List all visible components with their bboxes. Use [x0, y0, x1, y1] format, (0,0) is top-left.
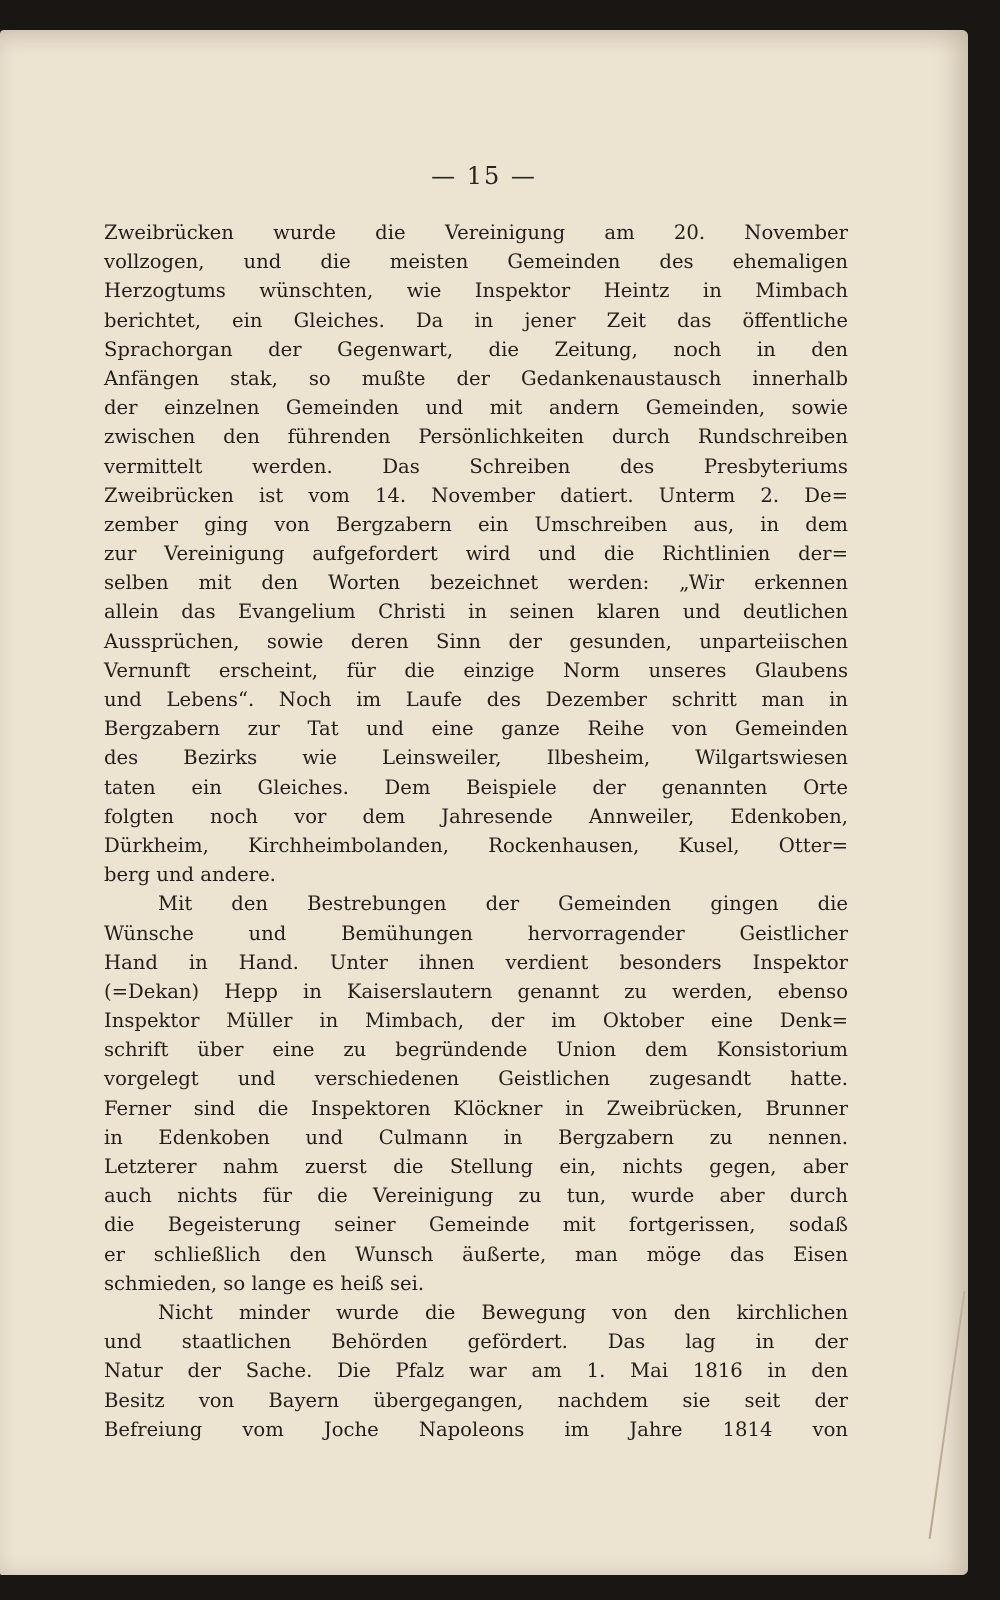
body-text — [104, 218, 848, 1444]
text-line: Inspektor Müller in Mimbach, der im Oktober eine Denk= — [104, 1009, 848, 1033]
text-line: Nicht minder wurde die Bewegung von den kirchlichen — [158, 1300, 848, 1324]
text-line: Mit den Bestrebungen der Gemeinden gingen die — [158, 892, 848, 916]
text-line: selben mit den Worten bezeichnet werden: „Wir erkennen — [104, 571, 848, 595]
text-line: die Begeisterung seiner Gemeinde mit fortgerissen, sodaß — [104, 1213, 848, 1237]
text-line: Wünsche und Bemühungen hervorragender Geistlicher — [104, 921, 848, 945]
text-line: vorgelegt und verschiedenen Geistlichen zugesandt hatte. — [104, 1067, 848, 1091]
text-line: (=Dekan) Hepp in Kaiserslautern genannt zu werden, ebenso — [104, 979, 848, 1003]
text-line: Letzterer nahm zuerst die Stellung ein, nichts gegen, aber — [104, 1155, 848, 1178]
text-line: in Edenkoben und Culmann in Bergzabern zu nennen. — [104, 1125, 848, 1149]
text-line: zwischen den führenden Persönlichkeiten durch Rundschreiben — [104, 425, 848, 449]
text-line: schmieden, so lange es heiß sei. — [104, 1271, 425, 1295]
text-line: Zweibrücken ist vom 14. November datiert. Unterm 2. De= — [104, 483, 848, 507]
text-line: Hand in Hand. Unter ihnen verdient besonders Inspektor — [104, 950, 848, 974]
text-line: Vernunft erscheint, für die einzige Norm unseres Glaubens — [104, 658, 848, 682]
text-line: Bergzabern zur Tat und eine ganze Reihe von Gemeinden — [104, 717, 848, 741]
text-line: Befreiung vom Joche Napoleons im Jahre 1814 von — [104, 1417, 848, 1441]
text-line: Anfängen stak, so mußte der Gedankenaustausch innerhalb — [104, 366, 848, 390]
text-line: Dürkheim, Kirchheimbolanden, Rockenhausen, Kusel, Otter= — [104, 833, 848, 857]
text-line: vollzogen, und die meisten Gemeinden des ehemaligen — [104, 250, 848, 274]
text-line: Sprachorgan der Gegenwart, die Zeitung, noch in den — [104, 337, 848, 361]
text-line: berg und andere. — [104, 863, 276, 887]
text-line: Ferner sind die Inspektoren Klöckner in Zweibrücken, Brunner — [104, 1096, 848, 1120]
page-number: — 15 — — [431, 162, 537, 190]
text-line: vermittelt werden. Das Schreiben des Presbyteriums — [104, 454, 848, 478]
page-crease — [929, 1291, 966, 1539]
text-line: und Lebens“. Noch im Laufe des Dezember schritt man in — [104, 688, 848, 711]
text-line: des Bezirks wie Leinsweiler, Ilbesheim, Wilgartswiesen — [104, 746, 848, 770]
text-line: der einzelnen Gemeinden und mit andern Gemeinden, sowie — [104, 396, 848, 420]
text-line: taten ein Gleiches. Dem Beispiele der genannten Orte — [104, 775, 848, 799]
text-line: er schließlich den Wunsch äußerte, man möge das Eisen — [104, 1242, 848, 1266]
book-page — [0, 30, 968, 1575]
text-line: folgten noch vor dem Jahresende Annweiler, Edenkoben, — [104, 804, 848, 828]
text-line: Herzogtums wünschten, wie Inspektor Heintz in Mimbach — [104, 279, 848, 303]
text-line: zur Vereinigung aufgefordert wird und die Richtlinien der= — [104, 542, 848, 566]
text-line: und staatlichen Behörden gefördert. Das lag in der — [104, 1330, 848, 1354]
text-line: Besitz von Bayern übergegangen, nachdem sie seit der — [104, 1388, 848, 1412]
text-line: Natur der Sache. Die Pfalz war am 1. Mai 1816 in den — [104, 1359, 848, 1383]
text-line: zember ging von Bergzabern ein Umschreiben aus, in dem — [104, 512, 848, 536]
text-line: Zweibrücken wurde die Vereinigung am 20. November — [104, 221, 848, 244]
text-line: schrift über eine zu begründende Union dem Konsistorium — [104, 1038, 848, 1062]
text-line: auch nichts für die Vereinigung zu tun, wurde aber durch — [104, 1184, 848, 1208]
text-line: berichtet, ein Gleiches. Da in jener Zeit das öffentliche — [104, 308, 848, 332]
text-line: Aussprüchen, sowie deren Sinn der gesunden, unparteiischen — [104, 629, 848, 653]
text-line: allein das Evangelium Christi in seinen klaren und deutlichen — [104, 600, 848, 624]
